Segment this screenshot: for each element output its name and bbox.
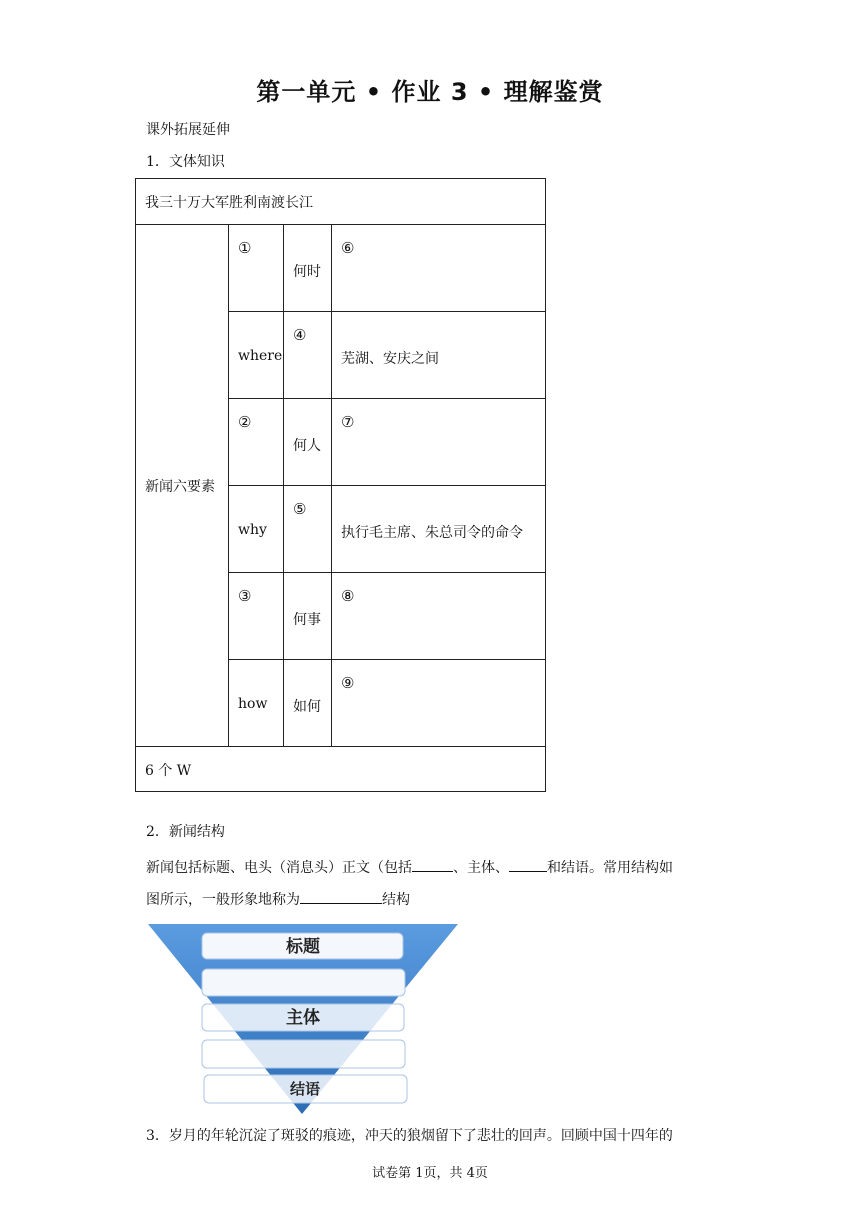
- table-headline: 我三十万大军胜利南渡长江: [145, 195, 313, 211]
- cell-c2: 何事: [293, 612, 321, 628]
- cell-c1: how: [238, 696, 268, 712]
- cell-c1: ③: [238, 587, 252, 605]
- page-title: 第一单元 • 作业 3 • 理解鉴赏: [256, 78, 604, 106]
- answer-blank-2[interactable]: [509, 856, 547, 872]
- cell-c1: ①: [238, 239, 252, 257]
- cell-c1: where: [238, 348, 283, 364]
- question-1-label: 1．文体知识: [146, 154, 225, 170]
- q2-text-a: 新闻包括标题、电头（消息头）正文（包括: [146, 860, 412, 876]
- table-footer-cell: [136, 747, 546, 792]
- cell-c1: why: [238, 522, 267, 538]
- cell-c3: ⑥: [341, 239, 355, 257]
- question-3-text: 3．岁月的年轮沉淀了斑驳的痕迹，冲天的狼烟留下了悲壮的回声。回顾中国十四年的: [146, 1128, 673, 1144]
- group-label-cell: [136, 225, 229, 747]
- table-footer: 6 个 W: [145, 763, 192, 779]
- q2-text-c: 和结语。常用结构如: [547, 860, 673, 876]
- cell-c2: ④: [293, 326, 307, 344]
- cell-c3: 执行毛主席、朱总司令的命令: [341, 525, 523, 541]
- level-box-2: [202, 969, 405, 996]
- table-headline-cell: [136, 179, 546, 225]
- q2-text-e: 结构: [382, 892, 410, 908]
- inverted-pyramid-diagram: [140, 918, 470, 1118]
- q2-text-d: 图所示，一般形象地称为: [146, 892, 300, 908]
- cell-c1: ②: [238, 413, 252, 431]
- cell-c2: 何时: [293, 264, 321, 280]
- level-box-4: [202, 1040, 405, 1068]
- question-2-line-1: [146, 856, 673, 878]
- q2-text-b: 、主体、: [453, 860, 509, 876]
- level-label-3: 主体: [286, 1008, 320, 1028]
- cell-c3: ⑦: [341, 413, 355, 431]
- question-2-label: 2．新闻结构: [146, 824, 225, 840]
- group-label: 新闻六要素: [145, 478, 215, 495]
- cell-c2: 何人: [293, 438, 321, 454]
- table-row: [136, 225, 546, 312]
- question-2-line-2: [146, 888, 410, 910]
- cell-c3: 芜湖、安庆之间: [341, 351, 439, 367]
- level-label-5: 结语: [289, 1080, 321, 1098]
- level-label-1: 标题: [286, 937, 320, 957]
- cell-c3: ⑧: [341, 587, 355, 605]
- section-label: 课外拓展延伸: [146, 122, 230, 138]
- answer-blank-3[interactable]: [300, 888, 382, 904]
- cell-c2: 如何: [293, 699, 321, 715]
- cell-c2: ⑤: [293, 500, 307, 518]
- answer-blank-1[interactable]: [412, 856, 453, 872]
- cell-c3: ⑨: [341, 674, 355, 692]
- page-footer: 试卷第 1页，共 4页: [372, 1166, 488, 1181]
- news-elements-table: [135, 178, 546, 792]
